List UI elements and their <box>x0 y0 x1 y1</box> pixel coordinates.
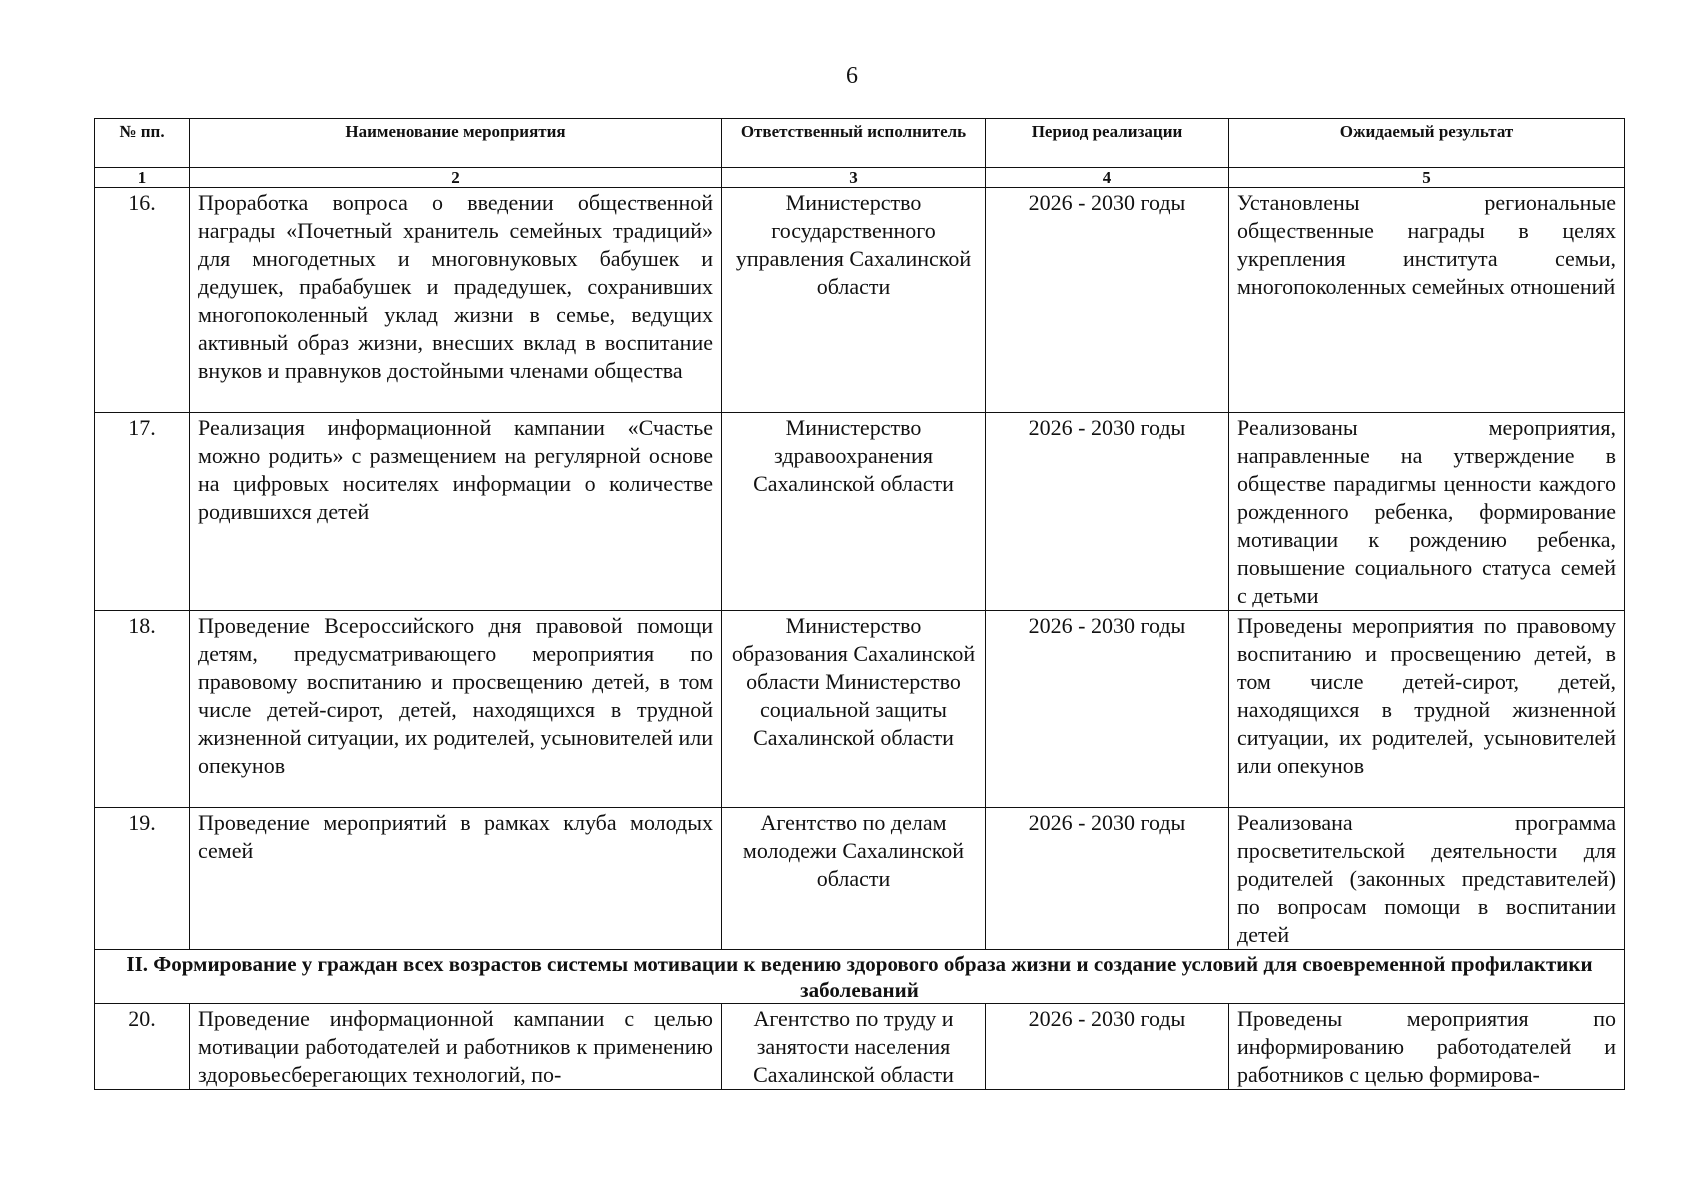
table-row <box>95 188 1625 413</box>
responsible-executor: Министерство государственного управления Сахалинской области <box>722 188 986 413</box>
header-num: № пп. <box>95 119 190 168</box>
expected-result: Проведены мероприятия по правовому воспитанию и просвещению детей, в том числе детей-сирот, детей, находящихся в трудной жизненной ситуации, их родителей, усыновителей или опекунов <box>1229 611 1625 808</box>
table-header-row <box>95 119 1625 168</box>
responsible-executor: Агентство по делам молодежи Сахалинской области <box>722 808 986 950</box>
row-number: 20. <box>95 1004 190 1090</box>
table-row <box>95 611 1625 808</box>
row-number: 19. <box>95 808 190 950</box>
row-number: 16. <box>95 188 190 413</box>
implementation-period: 2026 - 2030 годы <box>986 188 1229 413</box>
expected-result: Проведены мероприятия по информированию работодателей и работников с целью формирова- <box>1229 1004 1625 1090</box>
table-row <box>95 1004 1625 1090</box>
section-title: II. Формирование у граждан всех возрастов системы мотивации к ведению здорового образа жизни и создание условий для своевременной профилактики заболеваний <box>95 950 1625 1004</box>
activity-name: Проведение мероприятий в рамках клуба молодых семей <box>190 808 722 950</box>
activity-name: Реализация информационной кампании «Счастье можно родить» с размещением на регулярной основе на цифровых носителях информации о количестве родившихся детей <box>190 413 722 611</box>
table-row <box>95 808 1625 950</box>
expected-result: Установлены региональные общественные награды в целях укрепления института семьи, многопоколенных семейных отношений <box>1229 188 1625 413</box>
header-name: Наименование мероприятия <box>190 119 722 168</box>
implementation-period: 2026 - 2030 годы <box>986 1004 1229 1090</box>
row-number: 18. <box>95 611 190 808</box>
table-row <box>95 413 1625 611</box>
column-number: 2 <box>190 168 722 188</box>
responsible-executor: Агентство по труду и занятости населения Сахалинской области <box>722 1004 986 1090</box>
column-number: 5 <box>1229 168 1625 188</box>
responsible-executor: Министерство образования Сахалинской области Министерство социальной защиты Сахалинской области <box>722 611 986 808</box>
expected-result: Реализована программа просветительской деятельности для родителей (законных представителей) по вопросам помощи в воспитании детей <box>1229 808 1625 950</box>
implementation-period: 2026 - 2030 годы <box>986 808 1229 950</box>
activity-name: Проведение информационной кампании с целью мотивации работодателей и работников к применению здоровьесберегающих технологий, по- <box>190 1004 722 1090</box>
activity-name: Проведение Всероссийского дня правовой помощи детям, предусматривающего мероприятия по правовому воспитанию и просвещению детей, в том числе детей-сирот, детей, находящихся в трудной жизненной ситуации, их родителей, усыновителей или опекунов <box>190 611 722 808</box>
expected-result: Реализованы мероприятия, направленные на утверждение в обществе парадигмы ценности каждого рожденного ребенка, формирование мотивации к рождению ребенка, повышение социального статуса семей с детьми <box>1229 413 1625 611</box>
column-number: 3 <box>722 168 986 188</box>
header-result: Ожидаемый результат <box>1229 119 1625 168</box>
section-header-row <box>95 950 1625 1004</box>
header-executor: Ответственный исполнитель <box>722 119 986 168</box>
column-number-row <box>95 168 1625 188</box>
responsible-executor: Министерство здравоохранения Сахалинской области <box>722 413 986 611</box>
implementation-period: 2026 - 2030 годы <box>986 611 1229 808</box>
activity-name: Проработка вопроса о введении общественной награды «Почетный хранитель семейных традиций» для многодетных и многовнуковых бабушек и дедушек, прабабушек и прадедушек, сохранивших многопоколенный уклад жизни в семье, ведущих активный образ жизни, внесших вклад в воспитание внуков и правнуков достойными членами общества <box>190 188 722 413</box>
column-number: 4 <box>986 168 1229 188</box>
implementation-period: 2026 - 2030 годы <box>986 413 1229 611</box>
header-period: Период реализации <box>986 119 1229 168</box>
row-number: 17. <box>95 413 190 611</box>
page-number: 6 <box>846 63 858 89</box>
action-plan-table <box>94 118 1625 1090</box>
column-number: 1 <box>95 168 190 188</box>
